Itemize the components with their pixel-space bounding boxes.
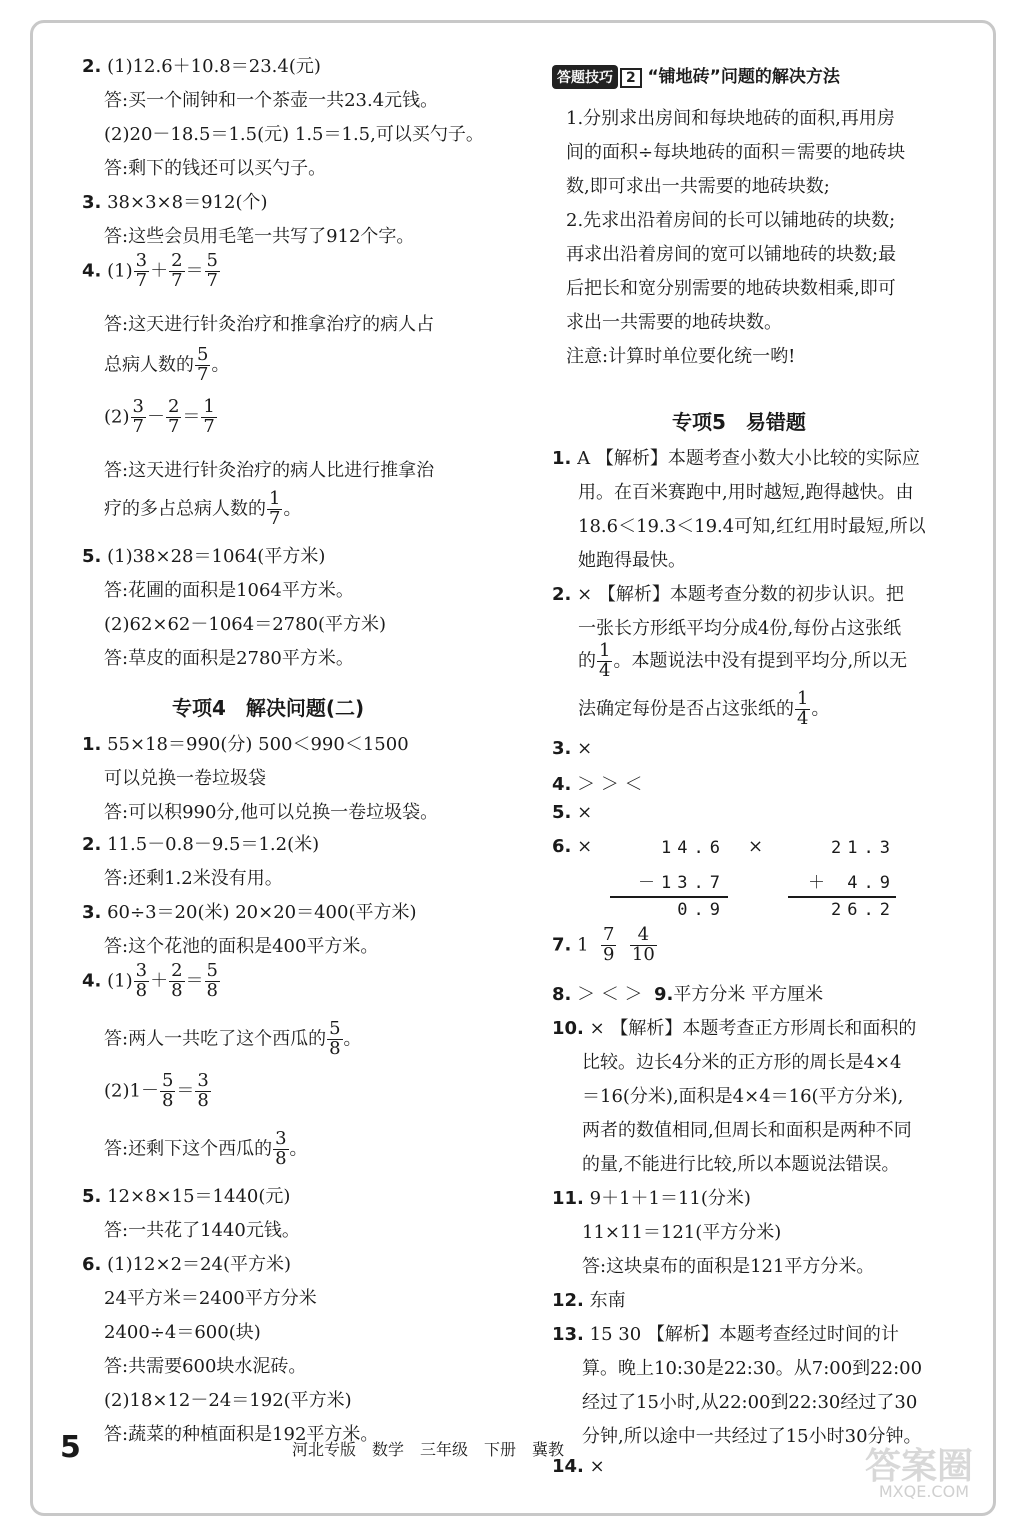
denominator: 8	[161, 1089, 174, 1111]
denominator: 8	[206, 979, 218, 1001]
vertical-calc-line: 0.9	[677, 900, 726, 920]
fraction	[131, 398, 146, 437]
answer-text: ＞ ＞ ＜	[577, 774, 643, 795]
vertical-calc-line: －13.7	[638, 873, 726, 893]
denominator: 8	[329, 1037, 341, 1059]
item-3	[82, 188, 267, 214]
answer-text: (1)12.6＋10.8＝23.4(元)	[107, 56, 321, 77]
item-number: 1.	[82, 734, 102, 755]
answer-text: (1)38×28＝1064(平方米)	[107, 546, 326, 567]
fraction	[795, 690, 810, 729]
item-2	[82, 52, 321, 78]
part-label: (1)	[107, 260, 133, 282]
part-label: (2)1－	[104, 1080, 159, 1102]
denominator: 8	[275, 1147, 287, 1169]
item-4	[552, 770, 643, 796]
item-number: 2.	[82, 834, 102, 855]
answer-line: 疗的多占总病人数的 $\frac{1}{7}$ 。	[104, 488, 302, 529]
item-4-equation-1: 4. (1) $\frac{3}{7}$ ＋ $\frac{2}{7}$ ＝ $\frac{5}{7}$	[82, 250, 218, 291]
answer-text: 9＋1＋1＝11(分米)	[589, 1188, 751, 1209]
item-number: 10.	[552, 1018, 584, 1039]
fraction	[169, 252, 184, 291]
item-number: 4.	[82, 260, 102, 282]
item-5	[82, 542, 325, 568]
answer-line: 答:还剩下这个西瓜的 $\frac{3}{8}$ 。	[104, 1128, 308, 1169]
denominator: 7	[132, 415, 144, 437]
denominator: 4	[599, 659, 611, 681]
denominator: 7	[203, 415, 215, 437]
answer-text: 的	[578, 650, 596, 672]
answer-line: 两者的数值相同,但周长和面积是两种不同	[582, 1120, 912, 1141]
numerator: 7	[603, 924, 615, 945]
item-number: 3.	[82, 192, 102, 213]
answer-line: 答:这块桌布的面积是121平方分米。	[582, 1256, 875, 1277]
numerator: 3	[135, 250, 148, 271]
answer-text: ×	[748, 836, 764, 857]
answer-line: 答:剩下的钱还可以买勺子。	[104, 158, 327, 179]
section-title: 专项5 易错题	[672, 410, 806, 434]
answer-text: × 【解析】本题考查正方形周长和面积的	[589, 1018, 917, 1039]
item-number: 1.	[552, 448, 572, 469]
item-number: 2.	[82, 56, 102, 77]
item-8-9	[552, 980, 823, 1006]
answer-text: ×	[577, 738, 593, 759]
answer-text: A 【解析】本题考查小数大小比较的实际应	[577, 448, 920, 469]
numerator: 5	[206, 250, 218, 271]
answer-line: 24平方米＝2400平方分米	[104, 1288, 317, 1309]
answer-line: 她跑得最快。	[578, 550, 686, 571]
denominator: 7	[171, 269, 183, 291]
tip-line: 数,即可求出一共需要的地砖块数;	[566, 176, 830, 197]
fraction	[160, 1072, 175, 1111]
item-number: 5.	[82, 546, 102, 567]
answer-text: 答:还剩下这个西瓜的	[104, 1138, 273, 1160]
numerator: 1	[203, 396, 215, 417]
tip-line: 2.先求出沿着房间的长可以铺地砖的块数;	[566, 210, 896, 231]
numerator: 1	[797, 688, 809, 709]
item-number: 5.	[82, 1186, 102, 1207]
item-4-equation-1: 4. (1) $\frac{3}{8}$ ＋ $\frac{2}{8}$ ＝ $\frac{5}{8}$	[82, 960, 218, 1001]
answer-line: (2)18×12－24＝192(平方米)	[104, 1390, 352, 1411]
tip-header	[552, 62, 840, 89]
tip-line: 后把长和宽分别需要的地砖块数相乘,即可	[566, 278, 896, 299]
answer-line: 答:买一个闹钟和一个茶壶一共23.4元钱。	[104, 90, 439, 111]
part-label: (2)	[104, 406, 130, 428]
footer-edition-text: 河北专版 数学 三年级 下册 冀教	[292, 1440, 565, 1459]
answer-text: 1	[577, 934, 589, 956]
tip-badge: 答题技巧	[552, 65, 618, 89]
denominator: 10	[631, 943, 655, 965]
answer-line: 18.6＜19.3＜19.4可知,红红用时最短,所以	[578, 516, 926, 537]
fraction	[205, 962, 220, 1001]
denominator: 9	[603, 943, 615, 965]
answer-text: 。本题说法中没有提到平均分,所以无	[613, 650, 908, 672]
answer-text: 55×18＝990(分) 500＜990＜1500	[107, 734, 409, 755]
denominator: 7	[197, 363, 209, 385]
item-number: 9.	[654, 984, 674, 1005]
item-3	[552, 738, 592, 759]
item-5	[552, 802, 592, 823]
answer-line: 的量,不能进行比较,所以本题说法错误。	[582, 1154, 900, 1175]
numerator: 5	[206, 960, 218, 981]
answer-line: 答:这天进行针灸治疗和推拿治疗的病人占	[104, 314, 435, 335]
section-title: 专项4 解决问题(二)	[172, 696, 365, 720]
answer-line: 法确定每份是否占这张纸的 $\frac{1}{4}$ 。	[578, 688, 830, 729]
vertical-calc-line: ＋ 4.9	[808, 873, 896, 893]
fraction	[166, 398, 181, 437]
numerator: 2	[167, 396, 180, 417]
vertical-calc-line: 14.6	[661, 838, 726, 858]
numerator: 5	[197, 344, 209, 365]
numerator: 5	[329, 1018, 341, 1039]
answer-line: 答:一共花了1440元钱。	[104, 1220, 300, 1241]
answer-line: 比较。边长4分米的正方形的周长是4×4	[582, 1052, 902, 1073]
answer-line: 答:共需要600块水泥砖。	[104, 1356, 307, 1377]
numerator: 3	[132, 396, 144, 417]
item-number: 14.	[552, 1456, 584, 1477]
item-5	[82, 1182, 290, 1208]
fraction	[195, 1072, 210, 1111]
item-number: 7.	[552, 934, 572, 956]
tip-line: 1.分别求出房间和每块地砖的面积,再用房	[566, 108, 895, 129]
item-number: 3.	[82, 902, 102, 923]
answer-line: 用。在百米赛跑中,用时越短,跑得越快。由	[578, 482, 914, 503]
answer-line: 答:这些会员用毛笔一共写了912个字。	[104, 226, 415, 247]
item-number: 12.	[552, 1290, 584, 1311]
part-label: (1)	[107, 970, 133, 992]
numerator: 2	[171, 250, 183, 271]
item-11	[552, 1184, 751, 1210]
denominator: 8	[135, 979, 148, 1001]
answer-text: ×	[577, 836, 593, 857]
watermark-logo: 答案圈	[864, 1446, 973, 1487]
numerator: 5	[161, 1070, 174, 1091]
answer-line: 答:可以积990分,他可以兑换一卷垃圾袋。	[104, 802, 439, 823]
denominator: 7	[167, 415, 180, 437]
answer-line: 可以兑换一卷垃圾袋	[104, 768, 266, 789]
answer-line: 算。晚上10:30是22:30。从7:00到22:00	[582, 1358, 923, 1379]
answer-line	[578, 642, 907, 681]
item-number: 4.	[552, 774, 572, 795]
item-4-equation-2: (2)1－ $\frac{5}{8}$ ＝ $\frac{3}{8}$	[104, 1070, 209, 1111]
answer-text: 38×3×8＝912(个)	[107, 192, 268, 213]
tip-title: “铺地砖”问题的解决方法	[647, 67, 840, 87]
answer-line: 答:蔬菜的种植面积是192平方米。	[104, 1424, 379, 1445]
tip-badge-number: 2	[620, 68, 642, 88]
item-number: 3.	[552, 738, 572, 759]
answer-text: ＞ ＜ ＞	[577, 984, 643, 1005]
answer-line: 分钟,所以途中一共经过了15小时30分钟。	[582, 1426, 922, 1447]
answer-text: 平方分米 平方厘米	[673, 984, 824, 1005]
fraction	[267, 490, 282, 529]
answer-line: 答:花圃的面积是1064平方米。	[104, 580, 354, 601]
answer-text: 15 30 【解析】本题考查经过时间的计	[589, 1324, 899, 1345]
answer-line: 答:草皮的面积是2780平方米。	[104, 648, 354, 669]
vertical-calc-line: 21.3	[831, 838, 896, 858]
watermark-site: MXQE.COM	[878, 1482, 969, 1501]
answer-text: 法确定每份是否占这张纸的	[578, 698, 794, 720]
item-4-equation-2: (2) $\frac{3}{7}$ － $\frac{2}{7}$ ＝ $\frac{1}{7}$	[104, 396, 215, 437]
denominator: 8	[197, 1089, 209, 1111]
answer-line: 总病人数的 $\frac{5}{7}$ 。	[104, 344, 230, 385]
item-1	[552, 444, 920, 470]
answer-text: × 【解析】本题考查分数的初步认识。把	[577, 584, 904, 605]
page-number: 5	[60, 1430, 81, 1465]
tip-note: 注意:计算时单位要化统一哟!	[566, 346, 796, 367]
fraction	[327, 1020, 342, 1059]
fraction	[169, 962, 184, 1001]
denominator: 8	[171, 979, 183, 1001]
numerator: 1	[599, 640, 611, 661]
tip-line: 再求出沿着房间的宽可以铺地砖的块数;最	[566, 244, 897, 265]
fraction	[273, 1130, 288, 1169]
denominator: 7	[135, 269, 148, 291]
denominator: 7	[269, 507, 281, 529]
item-12	[552, 1286, 626, 1312]
answer-line: 11×11＝121(平方分米)	[582, 1222, 782, 1243]
answer-line: 经过了15小时,从22:00到22:30经过了30	[582, 1392, 918, 1413]
numerator: 3	[275, 1128, 287, 1149]
fraction	[134, 252, 149, 291]
item-number: 4.	[82, 970, 102, 992]
calc-rule	[788, 896, 896, 898]
numerator: 1	[269, 488, 281, 509]
item-7	[552, 926, 658, 965]
item-6	[552, 836, 592, 857]
answer-text: 疗的多占总病人数的	[104, 498, 266, 520]
denominator: 4	[797, 707, 809, 729]
tip-line: 间的面积÷每块地砖的面积＝需要的地砖块	[566, 142, 906, 163]
answer-text: 总病人数的	[104, 354, 194, 376]
item-13	[552, 1320, 899, 1346]
item-6	[82, 1250, 291, 1276]
answer-line: 答:这天进行针灸治疗的病人比进行推拿治	[104, 460, 435, 481]
answer-text: 答:两人一共吃了这个西瓜的	[104, 1028, 327, 1050]
answer-text: 12×8×15＝1440(元)	[107, 1186, 291, 1207]
item-2	[82, 830, 319, 856]
answer-line: 答:还剩1.2米没有用。	[104, 868, 283, 889]
item-number: 6.	[82, 1254, 102, 1275]
fraction	[597, 642, 612, 681]
answer-text: 60÷3＝20(米) 20×20＝400(平方米)	[107, 902, 417, 923]
numerator: 3	[197, 1070, 209, 1091]
fraction	[601, 926, 616, 965]
answer-line: 答:这个花池的面积是400平方米。	[104, 936, 379, 957]
vertical-calc-line: 26.2	[831, 900, 896, 920]
answer-text: ×	[589, 1456, 605, 1477]
item-number: 2.	[552, 584, 572, 605]
item-3	[82, 898, 417, 924]
fraction	[205, 252, 220, 291]
answer-line: 2400÷4＝600(块)	[104, 1322, 261, 1343]
answer-line: 答:两人一共吃了这个西瓜的 $\frac{5}{8}$ 。	[104, 1018, 362, 1059]
fraction	[630, 926, 657, 965]
numerator: 4	[630, 926, 657, 946]
tip-line: 求出一共需要的地砖块数。	[566, 312, 782, 333]
answer-text: (1)12×2＝24(平方米)	[107, 1254, 291, 1275]
fraction	[201, 398, 216, 437]
denominator: 7	[206, 269, 218, 291]
item-number: 5.	[552, 802, 572, 823]
answer-text: 东南	[589, 1290, 626, 1311]
item-1	[82, 730, 409, 756]
answer-text: ×	[577, 802, 593, 823]
answer-line: 一张长方形纸平均分成4份,每份占这张纸	[578, 618, 902, 639]
item-number: 13.	[552, 1324, 584, 1345]
answer-text: 11.5－0.8－9.5＝1.2(米)	[107, 834, 320, 855]
fraction	[195, 346, 210, 385]
answer-line: ＝16(分米),面积是4×4＝16(平方分米),	[582, 1086, 904, 1107]
fraction	[134, 962, 149, 1001]
calc-rule	[610, 896, 728, 898]
item-number: 6.	[552, 836, 572, 857]
item-2	[552, 580, 904, 606]
item-number: 8.	[552, 984, 572, 1005]
item-10	[552, 1014, 916, 1040]
answer-line: (2)20－18.5＝1.5(元) 1.5＝1.5,可以买勺子。	[104, 124, 484, 145]
answer-line: (2)62×62－1064＝2780(平方米)	[104, 614, 387, 635]
numerator: 2	[171, 960, 183, 981]
item-number: 11.	[552, 1188, 584, 1209]
numerator: 3	[135, 960, 148, 981]
